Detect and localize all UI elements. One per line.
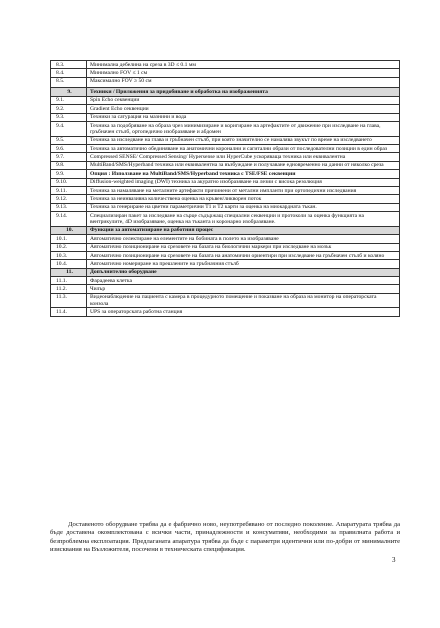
row-text-cell: Spin Echo секвенции (87, 96, 400, 104)
row-number-cell: 9.8. (51, 161, 87, 169)
table-row (51, 145, 400, 153)
row-number-cell: 10. (51, 226, 87, 234)
row-text-cell: Автоматично позициониране на срезовете на базата на анатомични ориентири при изследване на гръбначен стълб и коляно (87, 251, 400, 259)
row-text-cell: Фарадеева клетка (87, 277, 400, 285)
table-row (51, 96, 400, 104)
row-text-cell: Видеонаблюдение на пациента с камера в процедурното помещение и показване на образа на монитор на операторската конзола (87, 293, 400, 308)
row-number-cell: 10.4. (51, 260, 87, 268)
row-text-cell: Чилър (87, 285, 400, 293)
row-number-cell: 10.1. (51, 235, 87, 243)
section-header-row (51, 268, 400, 276)
table-row (51, 153, 400, 161)
row-number-cell: 9.10. (51, 178, 87, 186)
row-number-cell: 8.5. (51, 77, 87, 88)
row-number-cell: 11. (51, 268, 87, 276)
table-row (51, 195, 400, 203)
row-number-cell: 10.3. (51, 251, 87, 259)
section-header-row (51, 88, 400, 96)
row-text-cell: Техника за намаляване на металните артефакти причинени от метални импланти при ортопедични изследвания (87, 186, 400, 194)
section-header-row (51, 226, 400, 234)
table-row (51, 212, 400, 227)
table-row (51, 77, 400, 88)
table-row (51, 308, 400, 316)
row-number-cell: 9.6. (51, 145, 87, 153)
table-row (51, 161, 400, 169)
row-text-cell: Техника за неинвазивна количествена оценка на кръвен/ликворен поток (87, 195, 400, 203)
row-number-cell: 10.2. (51, 243, 87, 251)
table-row (51, 293, 400, 308)
table-row (51, 61, 400, 69)
table-row (51, 122, 400, 137)
table-row (51, 113, 400, 121)
specification-table (50, 60, 400, 317)
row-number-cell: 9.12. (51, 195, 87, 203)
row-number-cell: 9.14. (51, 212, 87, 227)
row-text-cell: Техника за генериране на цветни параметрични Т1 и Т2 карти за оценка на миокардната тъкан. (87, 203, 400, 211)
table-row (51, 186, 400, 194)
row-number-cell: 9.1. (51, 96, 87, 104)
table-row (51, 203, 400, 211)
row-number-cell: 9.11. (51, 186, 87, 194)
row-number-cell: 9.4. (51, 122, 87, 137)
table-row (51, 69, 400, 77)
row-number-cell: 11.3. (51, 293, 87, 308)
row-text-cell: Техника за подобряване на образа чрез минимизиране и коригиране на артефактите от движение при изследване на глава, гръбначен стълб, ортопедично изобразяване и абдомен (87, 122, 400, 137)
row-number-cell: 8.4. (51, 69, 87, 77)
row-text-cell: Автоматично номериране на прешлените на гръбначния стълб (87, 260, 400, 268)
row-text-cell: Автоматично позициониране на срезовете на базата на биологични маркери при изследване на мозък (87, 243, 400, 251)
row-text-cell: Минимално FOV ≤ 1 см (87, 69, 400, 77)
row-number-cell: 11.4. (51, 308, 87, 316)
table-row (51, 277, 400, 285)
row-number-cell: 9.13. (51, 203, 87, 211)
row-text-cell: Compressed SENSE/ Compressed Sensing/ Hypersense или HyperCube ускоряваща техника или еквивалентна (87, 153, 400, 161)
row-text-cell: Специализиран пакет за изследване на сърце съдържащ специални секвенции и протоколи за оценка функцията на вентрикулите, 4D изобразяване, оценка на тъканта и коронарно изобразяване. (87, 212, 400, 227)
table-row (51, 136, 400, 144)
table-row (51, 251, 400, 259)
row-number-cell: 9. (51, 88, 87, 96)
row-text-cell: Техника за автоматично обединяване на анатомични коронални и сагитални образи от последователни позиции в един образ (87, 145, 400, 153)
row-number-cell: 8.3. (51, 61, 87, 69)
row-number-cell: 9.3. (51, 113, 87, 121)
row-text-cell: Минимална дебелина на среза в 3D ≤ 0.1 мм (87, 61, 400, 69)
row-number-cell: 9.2. (51, 105, 87, 113)
table-row (51, 285, 400, 293)
table-row (51, 170, 400, 178)
row-text-cell: Gradient Echo секвенции (87, 105, 400, 113)
page-number: 3 (392, 556, 396, 564)
table-row (51, 105, 400, 113)
row-text-cell: Техника за изследване на глава и гръбначен стълб, при която значително се намалява звукът по време на изследването (87, 136, 400, 144)
row-text-cell: Функции за автоматизиране на работния процес (87, 226, 400, 234)
table-row (51, 235, 400, 243)
table-row (51, 243, 400, 251)
row-text-cell: Техники за сатурация на мазнини и вода (87, 113, 400, 121)
row-text-cell: Допълнително оборудване (87, 268, 400, 276)
row-text-cell: Техники / Приложения за придобиване и обработка на изображенията (87, 88, 400, 96)
table-row (51, 260, 400, 268)
row-text-cell: Максимално FOV ≥ 50 см (87, 77, 400, 88)
delivery-requirements-paragraph: Доставеното оборудване трябва да е фабрично ново, неупотребявано от последно поколение. Апаратурата трябва да бъде доставена окомплектована с всички части, принадлежности и консумативи, необходими за правилната работа и безпроблемна експлоатация. Предлаганата апаратура трябва да бъде с параметри идентични или по-добри от минималните изисквания на Възложителя, посочени в техническата спецификация. (50, 520, 400, 554)
row-number-cell: 11.2. (51, 285, 87, 293)
row-number-cell: 9.9. (51, 170, 87, 178)
row-text-cell: Автоматично селектиране на елементите на бобината в полето на изобразяване (87, 235, 400, 243)
specification-table-body (51, 61, 400, 317)
row-text-cell: MultiBand/SMS/Hyperband техника или еквивалентна за възбуждане и получаване едновременно на данни от няколко среза (87, 161, 400, 169)
row-number-cell: 11.1. (51, 277, 87, 285)
row-text-cell: Diffusion-weighted imaging (DWI) техника за акуратно изобразяване на лезии с висока резолюция (87, 178, 400, 186)
row-number-cell: 9.5. (51, 136, 87, 144)
table-row (51, 178, 400, 186)
row-text-cell: Опция : Използване на MultiBand/SMS/Hyperband техника с TSE/FSE секвенции (87, 170, 400, 178)
row-number-cell: 9.7. (51, 153, 87, 161)
row-text-cell: UPS за операторската работна станция (87, 308, 400, 316)
